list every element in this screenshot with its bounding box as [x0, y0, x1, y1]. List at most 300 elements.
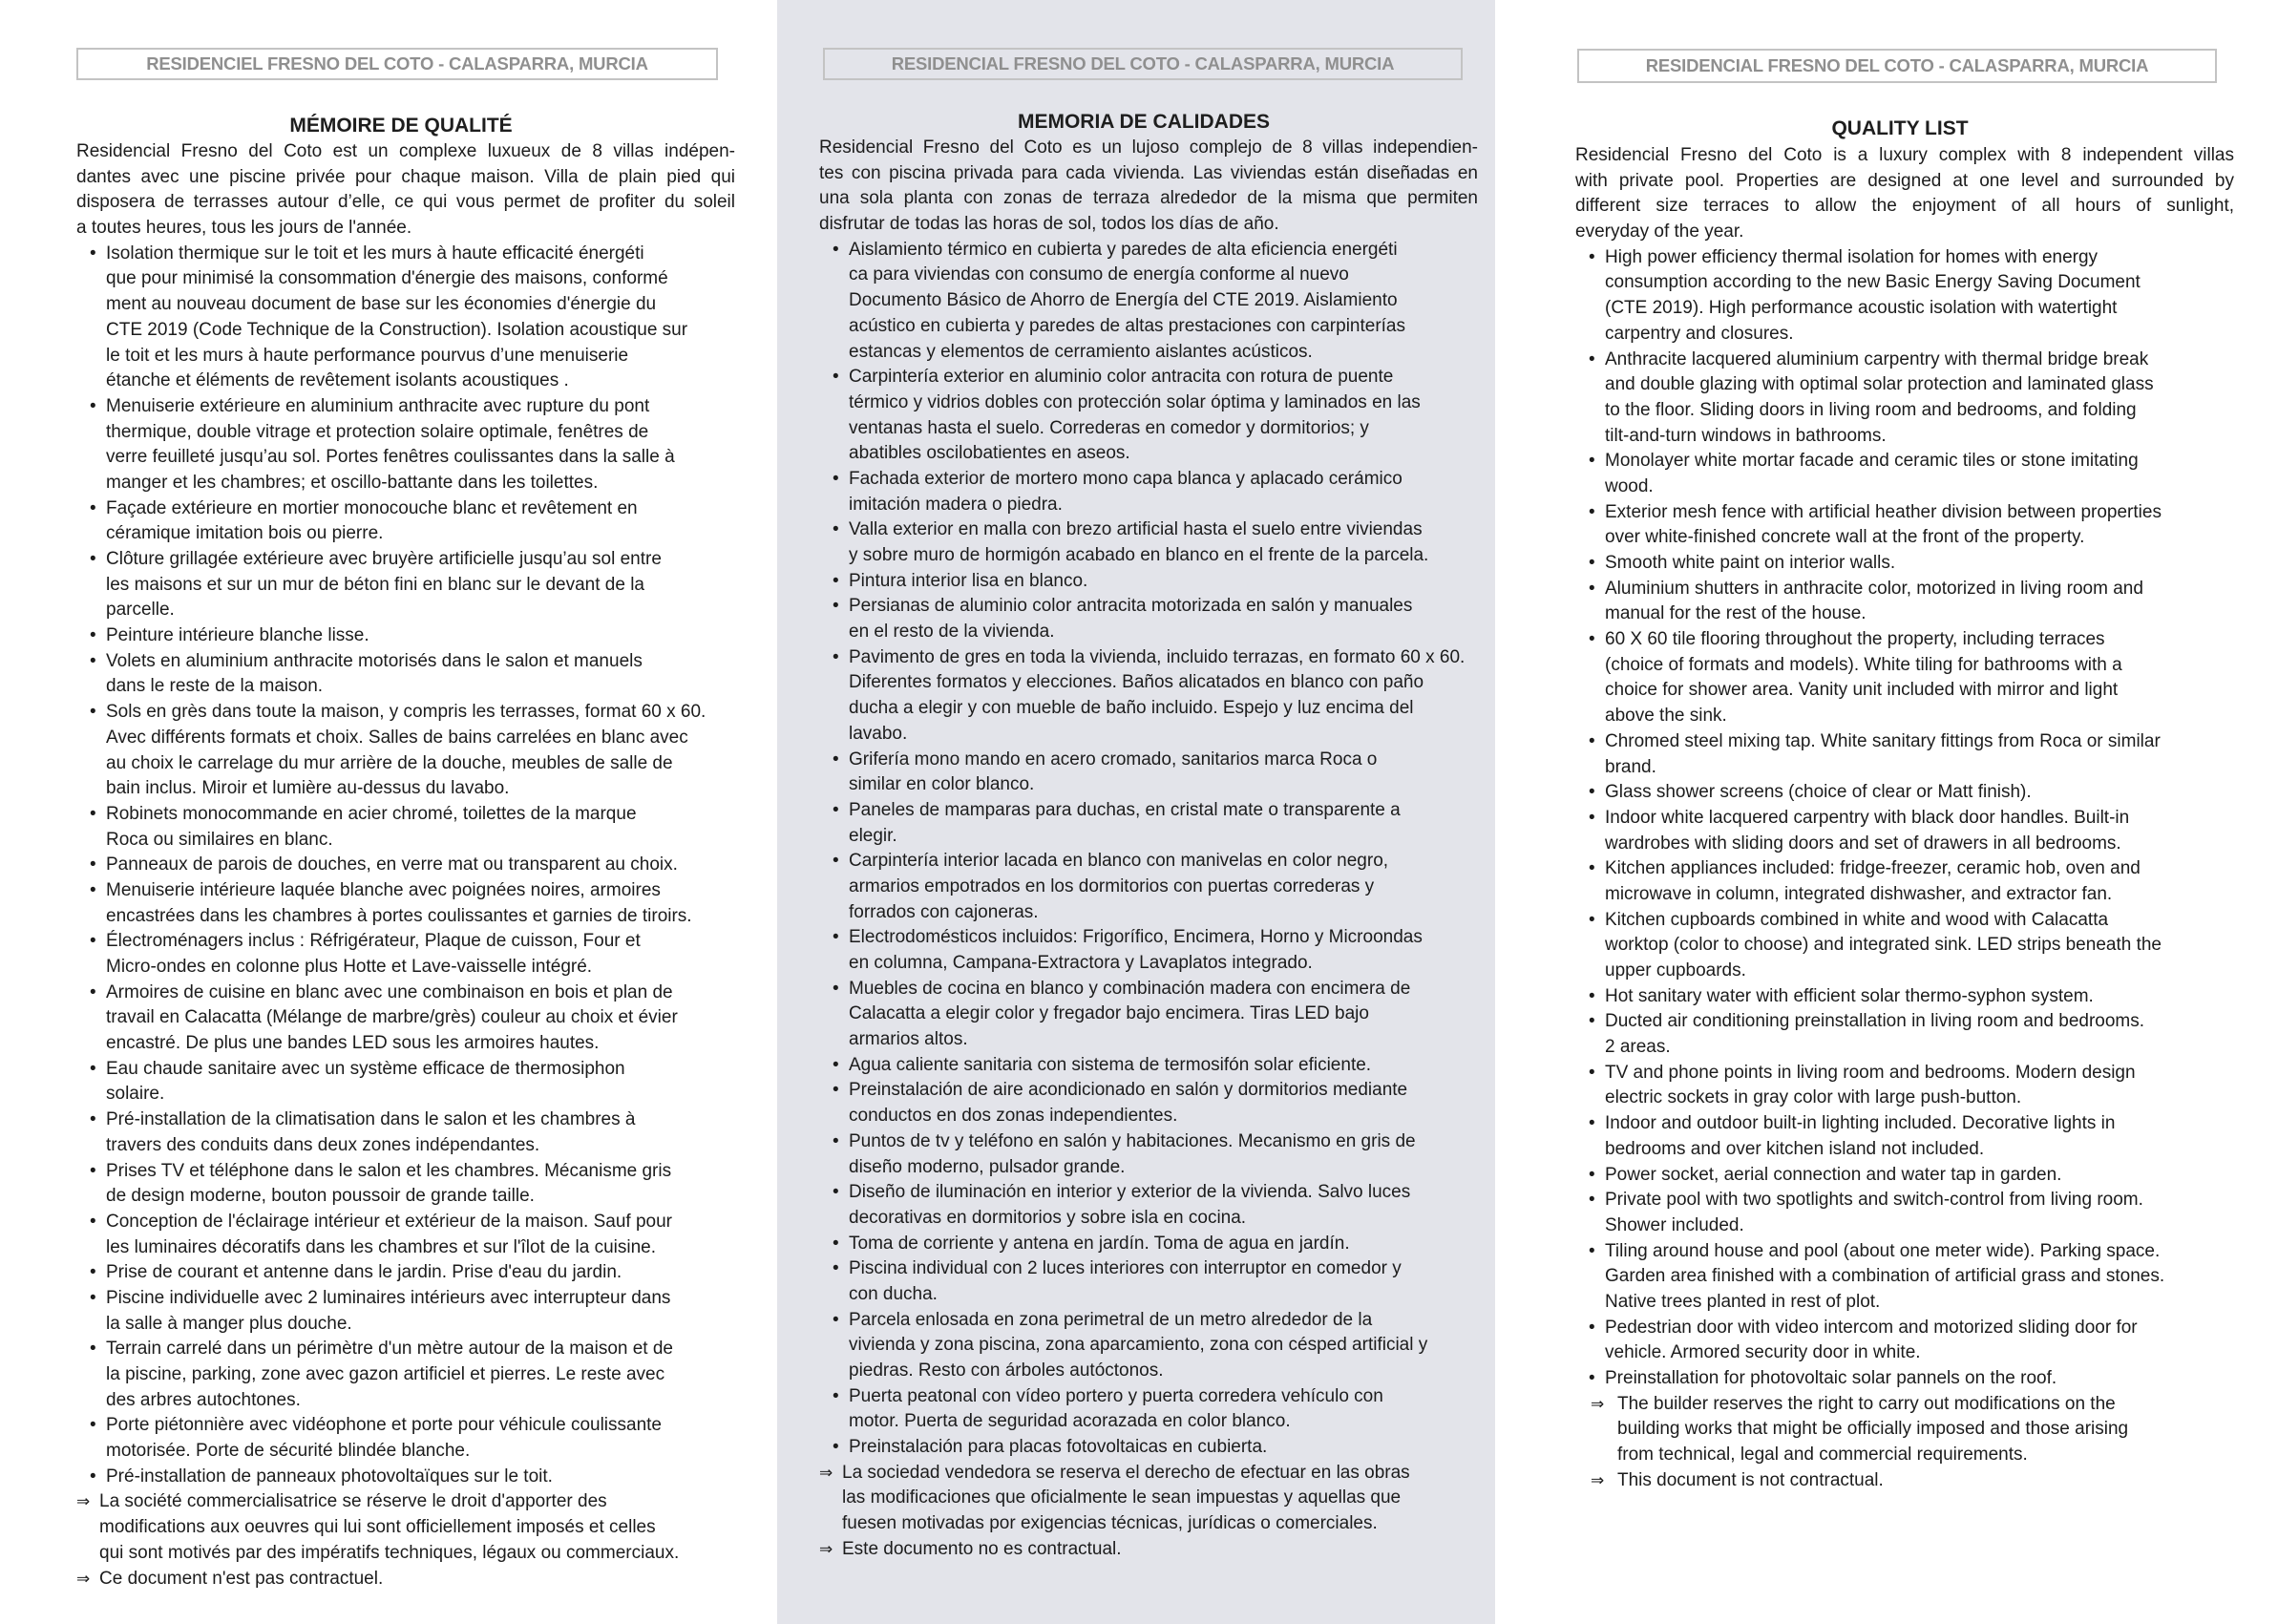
item-line: Piscine individuelle avec 2 luminaires intérieurs avec interrupteur dans [106, 1287, 671, 1308]
item-line: and double glazing with optimal solar protection and laminated glass [1605, 374, 2154, 395]
bullet-icon: • [833, 1233, 839, 1254]
list-item [819, 925, 1478, 976]
item-line: verre feuilleté jusqu’au sol. Portes fenêtres coulissantes dans la salle à [106, 447, 675, 468]
list-item [1575, 1061, 2234, 1111]
bullet-icon: • [1589, 730, 1595, 751]
item-line: TV and phone points in living room and bedrooms. Modern design [1605, 1062, 2136, 1083]
item-line: Eau chaude sanitaire avec un système efficace de thermosiphon [106, 1058, 625, 1079]
item-line: Pedestrian door with video intercom and motorized sliding door for [1605, 1317, 2138, 1338]
list-item [76, 1286, 735, 1337]
bullet-icon: • [1589, 553, 1595, 573]
item-line: Tiling around house and pool (about one meter wide). Parking space. [1605, 1240, 2161, 1261]
bullet-icon: • [90, 981, 96, 1002]
bullet-icon: • [1589, 246, 1595, 267]
item-line: Chromed steel mixing tap. White sanitary fittings from Roca or similar [1605, 730, 2161, 751]
list-item [1575, 1111, 2234, 1162]
item-line: Kitchen cupboards combined in white and wood with Calacatta [1605, 909, 2109, 930]
bullet-icon: • [833, 1437, 839, 1458]
item-line: le toit et les murs à haute performance pourvus d’une menuiserie [106, 345, 629, 366]
item-line: Conception de l'éclairage intérieur et extérieur de la maison. Sauf pour [106, 1211, 672, 1232]
item-line: Electrodomésticos incluidos: Frigorífico, Encimera, Horno y Microondas [849, 927, 1423, 948]
item-line: en columna, Campana-Extractora y Lavaplatos integrado. [849, 953, 1313, 973]
list-item [1575, 245, 2234, 348]
list-item [819, 1129, 1478, 1180]
list-item [1575, 449, 2234, 499]
bullet-icon: • [833, 978, 839, 999]
item-line: Preinstalación de aire acondicionado en salón y dormitorios mediante [849, 1080, 1408, 1101]
item-line: CTE 2019 (Code Technique de la Construction). Isolation acoustique sur [106, 319, 688, 340]
bullet-icon: • [833, 1385, 839, 1406]
item-line: from technical, legal and commercial requirements. [1617, 1445, 2028, 1466]
bullet-icon: • [90, 497, 96, 518]
item-line: thermique, double vitrage et protection solaire optimale, fenêtres de [106, 421, 649, 442]
item-line: choice for shower area. Vanity unit included with mirror and light [1605, 680, 2119, 701]
item-line: y sobre muro de hormigón acabado en blanco en el frente de la parcela. [849, 545, 1429, 565]
item-line: microwave in column, integrated dishwasher, and extractor fan. [1605, 883, 2113, 904]
list-item [1575, 627, 2234, 729]
item-line: Robinets monocommande en acier chromé, toilettes de la marque [106, 803, 637, 824]
item-line: electric sockets in gray color with large push-button. [1605, 1087, 2022, 1108]
item-line: Diferentes formatos y elecciones. Baños alicatados en blanco con paño [849, 672, 1424, 693]
bullet-icon: • [1589, 1164, 1595, 1185]
bullet-icon: • [833, 851, 839, 872]
list-item [76, 547, 735, 623]
list-item [76, 1057, 735, 1107]
list-item [819, 849, 1478, 925]
item-line: (choice of formats and models). White tiling for bathrooms with a [1605, 654, 2122, 675]
bullet-icon: • [833, 596, 839, 617]
item-line: Agua caliente sanitaria con sistema de termosifón solar eficiente. [849, 1054, 1372, 1075]
item-line: Micro-ondes en colonne plus Hotte et Lave-vaisselle intégré. [106, 957, 593, 977]
item-line: Ducted air conditioning preinstallation in living room and bedrooms. [1605, 1011, 2145, 1032]
spanish-header-box: RESIDENCIAL FRESNO DEL COTO - CALASPARRA, MURCIA [823, 48, 1463, 80]
note-item [819, 1461, 1478, 1537]
item-line: estancas y elementos de cerramiento aislantes acústicos. [849, 341, 1313, 362]
item-line: Private pool with two spotlights and switch-control from living room. [1605, 1190, 2143, 1211]
bullet-icon: • [90, 931, 96, 952]
bullet-icon: • [1589, 985, 1595, 1006]
item-line: Menuiserie intérieure laquée blanche avec poignées noires, armoires [106, 879, 661, 900]
item-line: to the floor. Sliding doors in living room and bedrooms, and folding [1605, 399, 2137, 420]
item-line: Persianas de aluminio color antracita motorizada en salón y manuales [849, 596, 1413, 617]
item-line: las modificaciones que oficialmente le sean impuestas y aquellas que [842, 1487, 1402, 1508]
item-line: Porte piétonnière avec vidéophone et porte pour véhicule coulissante [106, 1415, 662, 1436]
item-line: imitación madera o piedra. [849, 494, 1063, 515]
list-item [819, 1053, 1478, 1079]
bullet-icon: • [833, 749, 839, 770]
list-item [1575, 551, 2234, 577]
item-line: Toma de corriente y antena en jardín. Toma de agua en jardín. [849, 1233, 1350, 1254]
intro-line: everyday of the year. [1575, 221, 1744, 243]
item-line: Électroménagers inclus : Réfrigérateur, Plaque de cuisson, Four et [106, 931, 641, 952]
bullet-icon: • [833, 799, 839, 820]
double-arrow-icon: ⇒ [76, 1569, 91, 1588]
bullet-icon: • [1589, 1368, 1595, 1388]
item-line: des arbres autochtones. [106, 1389, 301, 1410]
item-line: Pavimento de gres en toda la vivienda, incluido terrazas, en formato 60 x 60. [849, 646, 1466, 667]
item-line: travail en Calacatta (Mélange de marbre/grès) couleur au choix et évier [106, 1007, 678, 1028]
bullet-icon: • [90, 243, 96, 264]
item-line: Aislamiento térmico en cubierta y paredes de alta eficiencia energéti [849, 239, 1398, 260]
item-line: la salle à manger plus douche. [106, 1313, 352, 1334]
item-line: Shower included. [1605, 1214, 1744, 1235]
bullet-icon: • [833, 1054, 839, 1075]
bullet-icon: • [90, 1109, 96, 1130]
item-line: que pour minimisé la consommation d'énergie des maisons, conformé [106, 268, 668, 289]
bullet-icon: • [90, 1211, 96, 1232]
item-line: vehicle. Armored security door in white. [1605, 1342, 1921, 1363]
bullet-icon: • [90, 650, 96, 671]
intro-line: different size terraces to allow the enjoyment of all hours of sunlight, [1575, 196, 2234, 217]
spanish-body [819, 136, 1478, 1563]
item-line: la piscine, parking, zone avec gazon artificiel et pierres. Le reste avec [106, 1364, 665, 1384]
item-line: Volets en aluminium anthracite motorisés dans le salon et manuels [106, 650, 643, 671]
item-line: Piscina individual con 2 luces interiores con interruptor en comedor y [849, 1258, 1402, 1279]
list-item [76, 700, 735, 802]
list-item [819, 1435, 1478, 1461]
item-line: acústico en cubierta y paredes de altas prestaciones con carpinterías [849, 315, 1405, 336]
list-item [819, 1232, 1478, 1257]
item-line: manger et les chambres; et oscillo-battante dans les toilettes. [106, 472, 599, 493]
item-line: Pré-installation de la climatisation dans le salon et les chambres à [106, 1109, 636, 1130]
item-line: over white-finished concrete wall at the front of the property. [1605, 527, 2085, 548]
list-item [76, 878, 735, 929]
bullet-icon: • [1589, 578, 1595, 599]
bullet-icon: • [833, 1309, 839, 1330]
list-item [819, 365, 1478, 467]
item-line: Paneles de mamparas para duchas, en cristal mate o transparente a [849, 799, 1401, 820]
list-item [76, 242, 735, 394]
bullet-icon: • [90, 1262, 96, 1283]
english-title: QUALITY LIST [1831, 117, 1969, 139]
item-line: Isolation thermique sur le toit et les murs à haute efficacité énergéti [106, 243, 644, 264]
list-item [76, 802, 735, 853]
bullet-icon: • [1589, 858, 1595, 879]
item-line: piedras. Resto con árboles autóctonos. [849, 1360, 1164, 1381]
item-line: (CTE 2019). High performance acoustic isolation with watertight [1605, 298, 2118, 319]
double-arrow-icon: ⇒ [819, 1539, 833, 1558]
item-line: manual for the rest of the house. [1605, 603, 1867, 624]
bullet-icon: • [90, 1287, 96, 1308]
item-line: Indoor and outdoor built-in lighting included. Decorative lights in [1605, 1113, 2116, 1134]
bullet-icon: • [833, 367, 839, 388]
item-line: Documento Básico de Ahorro de Energía del CTE 2019. Aislamiento [849, 290, 1398, 311]
intro-line: tes con piscina privada para cada vivienda. Las viviendas están diseñadas en [819, 162, 1478, 183]
item-line: Valla exterior en malla con brezo artificial hasta el suelo entre viviendas [849, 519, 1423, 540]
item-line: carpentry and closures. [1605, 323, 1794, 344]
bullet-icon: • [833, 570, 839, 591]
double-arrow-icon: ⇒ [819, 1463, 833, 1482]
item-line: This document is not contractual. [1617, 1469, 1884, 1490]
item-line: les maisons et sur un mur de béton fini en blanc sur le devant de la [106, 574, 644, 595]
item-line: Pintura interior lisa en blanco. [849, 570, 1088, 591]
item-line: Avec différents formats et choix. Salles de bains carrelées en blanc avec [106, 727, 688, 748]
bullet-icon: • [1589, 1113, 1595, 1134]
bullet-icon: • [1589, 909, 1595, 930]
list-item [819, 645, 1478, 748]
item-line: dans le reste de la maison. [106, 676, 324, 697]
french-title: MÉMOIRE DE QUALITÉ [289, 115, 513, 137]
list-item [819, 1180, 1478, 1231]
french-body [76, 139, 735, 1592]
list-item [1575, 1188, 2234, 1238]
intro-line: Residencial Fresno del Coto is a luxury complex with 8 independent villas [1575, 145, 2234, 165]
item-line: High power efficiency thermal isolation for homes with energy [1605, 246, 2099, 267]
item-line: Monolayer white mortar facade and ceramic tiles or stone imitating [1605, 451, 2139, 472]
item-line: The builder reserves the right to carry out modifications on the [1617, 1393, 2116, 1414]
item-line: vivienda y zona piscina, zona aparcamiento, zona con césped artificial y [849, 1335, 1428, 1356]
list-item [1575, 1366, 2234, 1392]
item-line: similar en color blanco. [849, 774, 1035, 795]
list-item [1575, 1239, 2234, 1316]
item-line: Preinstallation for photovoltaic solar pannels on the roof. [1605, 1368, 2057, 1388]
intro-line: Residencial Fresno del Coto est un complexe luxueux de 8 villas indépen- [76, 141, 735, 161]
list-item [1575, 729, 2234, 780]
list-item [76, 1260, 735, 1286]
item-line: building works that might be officially imposed and those arising [1617, 1419, 2129, 1440]
item-line: decorativas en dormitorios y sobre isla en cocina. [849, 1207, 1247, 1228]
bullet-icon: • [833, 646, 839, 667]
item-line: Roca ou similaires en blanc. [106, 829, 333, 850]
item-line: above the sink. [1605, 706, 1727, 727]
bullet-icon: • [1589, 782, 1595, 803]
list-item [819, 594, 1478, 644]
item-line: Clôture grillagée extérieure avec bruyère artificielle jusqu’au sol entre [106, 549, 662, 569]
list-item [76, 929, 735, 980]
item-line: Carpintería exterior en aluminio color antracita con rotura de puente [849, 367, 1394, 388]
list-item [76, 1413, 735, 1464]
bullet-icon: • [833, 468, 839, 489]
list-item [819, 1308, 1478, 1384]
item-line: Sols en grès dans toute la maison, y compris les terrasses, format 60 x 60. [106, 702, 707, 723]
note-item [1575, 1468, 2234, 1494]
list-item [819, 569, 1478, 595]
item-line: travers des conduits dans deux zones indépendantes. [106, 1134, 540, 1155]
item-line: solaire. [106, 1084, 165, 1105]
bullet-icon: • [1589, 501, 1595, 522]
list-item [1575, 577, 2234, 627]
bullet-icon: • [1589, 1317, 1595, 1338]
item-line: Parcela enlosada en zona perimetral de un metro alrededor de la [849, 1309, 1373, 1330]
list-item [819, 1078, 1478, 1128]
item-line: Menuiserie extérieure en aluminium anthracite avec rupture du pont [106, 395, 650, 416]
note-item [76, 1567, 735, 1592]
list-item [1575, 908, 2234, 984]
bullet-icon: • [90, 395, 96, 416]
item-line: wood. [1605, 475, 1654, 496]
item-line: fuesen motivadas por exigencias técnicas, jurídicas o comerciales. [842, 1513, 1378, 1534]
item-line: conductos en dos zonas independientes. [849, 1106, 1178, 1127]
intro-line: Residencial Fresno del Coto es un lujoso complejo de 8 villas independien- [819, 137, 1478, 158]
item-line: bain inclus. Miroir et lumière au-dessus du lavabo. [106, 778, 510, 799]
item-line: Carpintería interior lacada en blanco con manivelas en color negro, [849, 851, 1389, 872]
bullet-icon: • [90, 549, 96, 569]
bullet-icon: • [90, 1339, 96, 1360]
bullet-icon: • [90, 1415, 96, 1436]
item-line: encastré. De plus une bandes LED sous les armoires hautes. [106, 1033, 600, 1054]
bullet-icon: • [1589, 629, 1595, 650]
item-line: Ce document n'est pas contractuel. [99, 1568, 384, 1589]
list-item [819, 238, 1478, 365]
double-arrow-icon: ⇒ [1591, 1394, 1605, 1413]
item-line: tilt-and-turn windows in bathrooms. [1605, 425, 1887, 446]
bullet-icon: • [833, 1080, 839, 1101]
bullet-icon: • [833, 927, 839, 948]
item-line: Fachada exterior de mortero mono capa blanca y aplacado cerámico [849, 468, 1403, 489]
french-header-box: RESIDENCIEL FRESNO DEL COTO - CALASPARRA, MURCIA [76, 48, 718, 80]
intro-paragraph [1575, 143, 2234, 245]
item-line: en el resto de la vivienda. [849, 622, 1055, 643]
list-item [76, 1107, 735, 1158]
item-line: Glass shower screens (choice of clear or Matt finish). [1605, 782, 2032, 803]
bullet-icon: • [90, 879, 96, 900]
item-line: abatibles oscilobatientes en aseos. [849, 443, 1130, 464]
item-line: forrados con cajoneras. [849, 901, 1039, 922]
item-line: armarios altos. [849, 1029, 968, 1050]
list-item [819, 517, 1478, 568]
item-line: brand. [1605, 756, 1656, 777]
bullet-icon: • [90, 625, 96, 646]
item-line: céramique imitation bois ou pierre. [106, 523, 384, 544]
bullet-icon: • [90, 803, 96, 824]
item-line: parcelle. [106, 600, 175, 621]
double-arrow-icon: ⇒ [76, 1492, 91, 1511]
item-line: Anthracite lacquered aluminium carpentry with thermal bridge break [1605, 348, 2149, 369]
list-item [76, 981, 735, 1057]
bullet-icon: • [1589, 1190, 1595, 1211]
list-item [1575, 500, 2234, 551]
item-line: térmico y vidrios dobles con protección solar óptima y laminados en las [849, 391, 1421, 412]
item-line: consumption according to the new Basic Energy Saving Document [1605, 272, 2141, 293]
item-line: La sociedad vendedora se reserva el derecho de efectuar en las obras [842, 1462, 1410, 1483]
list-item [1575, 806, 2234, 856]
item-line: Aluminium shutters in anthracite color, motorized in living room and [1605, 578, 2143, 599]
list-item [819, 1256, 1478, 1307]
bullet-icon: • [833, 519, 839, 540]
bullet-icon: • [1589, 451, 1595, 472]
bullet-icon: • [1589, 348, 1595, 369]
list-item [76, 853, 735, 878]
english-header-box: RESIDENCIAL FRESNO DEL COTO - CALASPARRA, MURCIA [1577, 49, 2217, 83]
item-line: con ducha. [849, 1283, 938, 1304]
list-item [76, 394, 735, 496]
item-line: bedrooms and over kitchen island not included. [1605, 1138, 1985, 1159]
item-line: armarios empotrados en los dormitorios con puertas correderas y [849, 875, 1375, 896]
bullet-icon: • [833, 1258, 839, 1279]
item-line: La société commercialisatrice se réserve le droit d'apporter des [99, 1491, 607, 1512]
spanish-title: MEMORIA DE CALIDADES [1017, 111, 1271, 133]
item-line: encastrées dans les chambres à portes coulissantes et garnies de tiroirs. [106, 905, 692, 926]
bullet-icon: • [1589, 807, 1595, 828]
item-line: Exterior mesh fence with artificial heather division between properties [1605, 501, 2162, 522]
intro-line: disposera de terrasses autour d’elle, ce qui vous permet de profiter du soleil [76, 192, 735, 213]
item-line: Prise de courant et antenne dans le jardin. Prise d'eau du jardin. [106, 1262, 622, 1283]
list-item [1575, 1009, 2234, 1060]
intro-line: una sola planta con zonas de terraza alrededor de la misma que permiten [819, 188, 1478, 209]
item-line: Este documento no es contractual. [842, 1538, 1122, 1559]
item-line: Diseño de iluminación en interior y exterior de la vivienda. Salvo luces [849, 1182, 1411, 1203]
item-line: Hot sanitary water with efficient solar thermo-syphon system. [1605, 985, 2094, 1006]
list-item [76, 649, 735, 700]
intro-line: a toutes heures, tous les jours de l'année. [76, 218, 412, 239]
list-item [819, 1384, 1478, 1435]
double-arrow-icon: ⇒ [1591, 1470, 1605, 1489]
intro-line: dantes avec une piscine privée pour chaque maison. Villa de plain pied qui [76, 166, 735, 187]
list-item [819, 798, 1478, 849]
bullet-icon: • [90, 1160, 96, 1181]
item-line: 60 X 60 tile flooring throughout the property, including terraces [1605, 629, 2105, 650]
note-item [1575, 1392, 2234, 1468]
list-item [76, 1159, 735, 1210]
item-line: de design moderne, bouton poussoir de grande taille. [106, 1186, 535, 1207]
item-line: Façade extérieure en mortier monocouche blanc et revêtement en [106, 497, 638, 518]
bullet-icon: • [1589, 1062, 1595, 1083]
note-item [819, 1537, 1478, 1563]
list-item [76, 496, 735, 547]
item-line: au choix le carrelage du mur arrière de la douche, meubles de salle de [106, 752, 673, 773]
item-line: ventanas hasta el suelo. Correderas en comedor y dormitorios; y [849, 417, 1369, 438]
item-line: diseño moderno, pulsador grande. [849, 1156, 1126, 1177]
item-line: ment au nouveau document de base sur les économies d'énergie du [106, 294, 657, 315]
item-line: Pré-installation de panneaux photovoltaïques sur le toit. [106, 1466, 553, 1487]
bullet-icon: • [833, 1130, 839, 1151]
bullet-icon: • [90, 702, 96, 723]
list-item [76, 1210, 735, 1260]
bullet-icon: • [833, 239, 839, 260]
item-line: Muebles de cocina en blanco y combinación madera con encimera de [849, 978, 1411, 999]
item-line: Prises TV et téléphone dans le salon et les chambres. Mécanisme gris [106, 1160, 672, 1181]
item-line: Panneaux de parois de douches, en verre mat ou transparent au choix. [106, 854, 678, 875]
list-item [1575, 348, 2234, 450]
item-line: worktop (color to choose) and integrated sink. LED strips beneath the [1605, 935, 2162, 956]
item-line: upper cupboards. [1605, 960, 1746, 981]
item-line: motor. Puerta de seguridad acorazada en color blanco. [849, 1411, 1291, 1432]
item-line: 2 areas. [1605, 1037, 1671, 1058]
item-line: qui sont motivés par des impératifs techniques, légaux ou commerciaux. [99, 1542, 680, 1563]
item-line: wardrobes with sliding doors and set of drawers in all bedrooms. [1605, 833, 2121, 854]
list-item [76, 1465, 735, 1490]
bullet-icon: • [1589, 1240, 1595, 1261]
list-item [819, 467, 1478, 517]
list-item [1575, 1316, 2234, 1366]
item-line: Calacatta a elegir color y fregador bajo encimera. Tiras LED bajo [849, 1003, 1369, 1024]
item-line: motorisée. Porte de sécurité blindée blanche. [106, 1441, 471, 1462]
item-line: lavabo. [849, 723, 908, 744]
english-body [1575, 143, 2234, 1493]
list-item [76, 623, 735, 649]
list-item [1575, 856, 2234, 907]
list-item [1575, 984, 2234, 1010]
item-line: Grifería mono mando en acero cromado, sanitarios marca Roca o [849, 749, 1378, 770]
item-line: les luminaires décoratifs dans les chambres et sur l'îlot de la cuisine. [106, 1236, 657, 1257]
intro-line: with private pool. Properties are designed at one level and surrounded by [1575, 170, 2234, 191]
item-line: Puerta peatonal con vídeo portero y puerta corredera vehículo con [849, 1385, 1383, 1406]
note-item [76, 1489, 735, 1566]
item-line: Puntos de tv y teléfono en salón y habitaciones. Mecanismo en gris de [849, 1130, 1416, 1151]
bullet-icon: • [1589, 1011, 1595, 1032]
item-line: ducha a elegir y con mueble de baño incluido. Espejo y luz encima del [849, 698, 1414, 719]
item-line: Peinture intérieure blanche lisse. [106, 625, 369, 646]
list-item [76, 1337, 735, 1413]
intro-paragraph [76, 139, 735, 242]
item-line: Power socket, aerial connection and water tap in garden. [1605, 1164, 2062, 1185]
list-item [819, 748, 1478, 798]
item-line: Garden area finished with a combination of artificial grass and stones. [1605, 1266, 2165, 1287]
item-line: Native trees planted in rest of plot. [1605, 1291, 1881, 1312]
item-line: Preinstalación para placas fotovoltaicas en cubierta. [849, 1437, 1268, 1458]
item-line: elegir. [849, 825, 897, 846]
item-line: ca para viviendas con consumo de energía conforme al nuevo [849, 264, 1349, 285]
